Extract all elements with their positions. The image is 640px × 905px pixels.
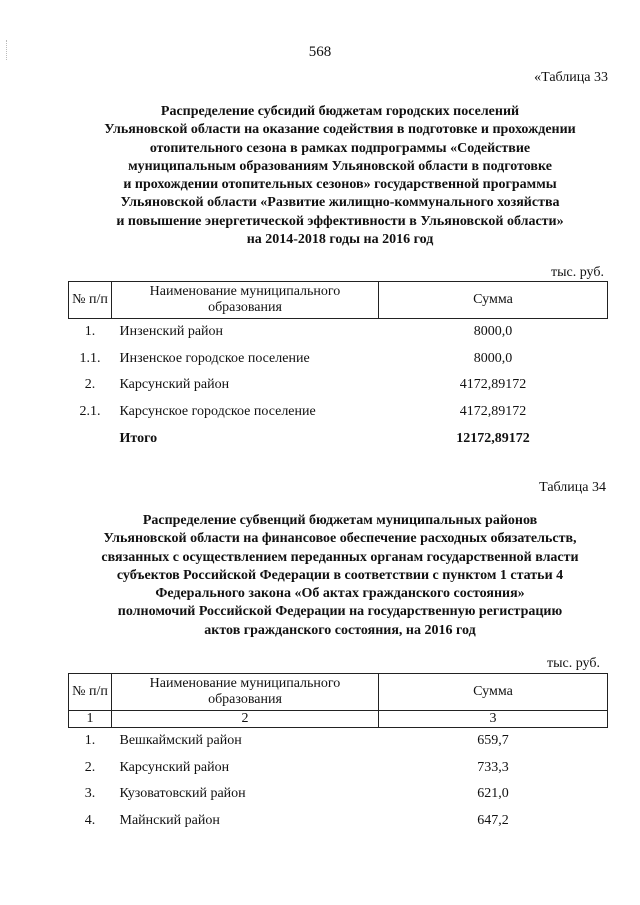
header-sum: Сумма <box>379 674 608 711</box>
header-name: Наименование муниципального образования <box>112 282 379 319</box>
page-number: 568 <box>308 44 332 60</box>
table-header-row <box>69 282 608 319</box>
title-line: связанных с осуществлением переданных органам государственной власти <box>101 549 579 565</box>
row-name: Карсунский район <box>119 759 230 775</box>
table-row <box>69 728 608 755</box>
title-line: Ульяновской области на финансовое обеспечение расходных обязательств, <box>103 531 577 547</box>
table-row <box>69 346 608 373</box>
title-line: Распределение субсидий бюджетам городских поселений <box>160 104 520 119</box>
title-line: и повышение энергетической эффективности в Ульяновской области» <box>116 213 564 229</box>
row-sum: 8000,0 <box>473 350 513 366</box>
title-line: муниципальным образованиям Ульяновской области в подготовке <box>128 158 552 174</box>
header-num: № п/п <box>69 282 112 319</box>
title-line: Ульяновской области «Развитие жилищно-коммунального хозяйства <box>120 195 560 211</box>
title-line: актов гражданского состояния, на 2016 год <box>204 622 476 638</box>
title-line: на 2014-2018 годы на 2016 год <box>246 232 434 248</box>
row-sum: 8000,0 <box>473 324 513 340</box>
row-num: 1. <box>84 324 96 340</box>
title-line: Федерального закона «Об актах гражданского состояния» <box>155 586 525 602</box>
table-header-row <box>69 674 608 711</box>
header-name: Наименование муниципального образования <box>112 674 379 711</box>
row-sum: 4172,89172 <box>459 404 527 420</box>
table-row <box>69 755 608 782</box>
row-sum: 659,7 <box>477 733 509 749</box>
row-name: Карсунское городское поселение <box>119 404 316 420</box>
row-sum: 647,2 <box>477 812 509 828</box>
row-num: 2. <box>84 377 96 393</box>
title-line: и прохождении отопительных сезонов» государственной программы <box>123 177 557 193</box>
row-sum: 733,3 <box>477 759 509 775</box>
table-row <box>69 319 608 346</box>
table34-title <box>80 512 600 640</box>
header-num: № п/п <box>69 674 112 711</box>
total-row <box>69 425 608 452</box>
row-sum: 4172,89172 <box>459 377 527 393</box>
row-name: Вешкаймский район <box>119 733 242 749</box>
table33-label: «Таблица 33 <box>534 70 608 85</box>
title-line: Распределение субвенций бюджетам муниципальных районов <box>142 513 538 528</box>
table33-unit: тыс. руб. <box>551 265 604 280</box>
row-num: 2. <box>84 759 96 775</box>
row-name: Кузоватовский район <box>119 786 246 802</box>
table33 <box>68 281 608 452</box>
row-num: 2.1. <box>79 404 101 420</box>
table34-unit: тыс. руб. <box>547 656 600 671</box>
table-row <box>69 808 608 835</box>
row-name: Инзенское городское поселение <box>119 350 310 366</box>
table-row <box>69 781 608 808</box>
total-sum: 12172,89172 <box>456 430 530 446</box>
table34 <box>68 673 608 834</box>
header-sum: Сумма <box>379 282 608 319</box>
row-num: 3. <box>84 786 96 802</box>
title-line: отопительного сезона в рамках подпрограммы «Содействие <box>149 140 531 156</box>
title-line: Ульяновской области на оказание содействия в подготовке и прохождении <box>104 122 576 138</box>
row-num: 1. <box>84 733 96 749</box>
column-index: 3 <box>379 711 608 728</box>
column-index-row <box>69 711 608 728</box>
row-sum: 621,0 <box>477 786 509 802</box>
row-name: Инзенский район <box>119 324 224 340</box>
table-row <box>69 399 608 426</box>
row-num: 4. <box>84 812 96 828</box>
title-line: субъектов Российской Федерации в соответствии с пунктом 1 статьи 4 <box>116 567 564 583</box>
column-index: 2 <box>112 711 379 728</box>
table34-label: Таблица 34 <box>539 480 606 495</box>
row-name: Карсунский район <box>119 377 230 393</box>
table-row <box>69 372 608 399</box>
total-label: Итого <box>119 430 158 446</box>
title-line: полномочий Российской Федерации на государственную регистрацию <box>117 604 563 620</box>
row-num: 1.1. <box>79 350 101 366</box>
column-index: 1 <box>69 711 112 728</box>
row-name: Майнский район <box>119 812 220 828</box>
table33-title <box>80 103 600 249</box>
